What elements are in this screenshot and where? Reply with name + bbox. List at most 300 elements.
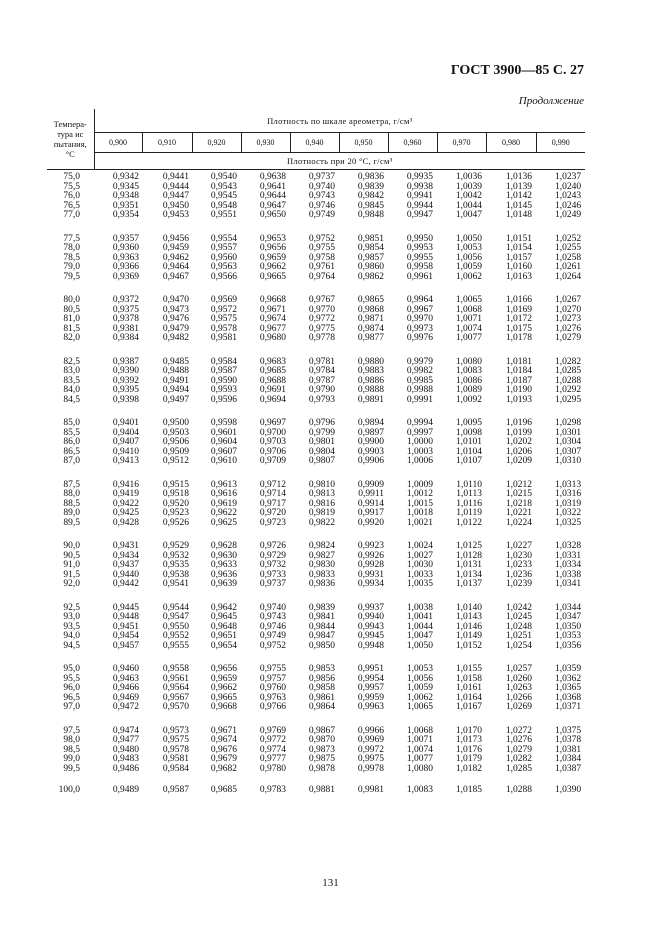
density-cell: 0,9685: [259, 366, 286, 376]
density-column-header: 0,970: [437, 133, 486, 153]
density-cell: 0,9714: [259, 489, 286, 499]
density-cell: 1,0239: [505, 579, 532, 589]
temperature-cell: 79,0: [63, 262, 80, 272]
temperature-cell: 82,5: [63, 356, 80, 367]
density-cell: 1,0304: [554, 437, 582, 447]
density-cell: 0,9958: [406, 262, 433, 272]
density-cell: 0,9485: [162, 356, 189, 367]
temperature-cell: 85,5: [63, 427, 80, 438]
density-cell: 0,9694: [259, 394, 286, 405]
density-cell: 1,0068: [406, 725, 433, 736]
density-cell: 0,9897: [357, 427, 384, 438]
density-cell: 0,9457: [112, 640, 139, 651]
density-cell: 0,9398: [112, 394, 139, 405]
density-cell: 0,9743: [308, 191, 335, 201]
density-cell: 1,0158: [455, 673, 482, 684]
density-cell: 0,9878: [308, 763, 335, 774]
density-cell: 1,0378: [554, 735, 582, 745]
density-cell: 0,9970: [406, 314, 433, 324]
density-cell: 0,9425: [112, 508, 139, 518]
density-cell: 0,9839: [357, 181, 384, 192]
temperature-cell: 88,0: [63, 489, 80, 499]
density-cell: 1,0107: [455, 456, 482, 466]
table-row: [47, 396, 585, 406]
density-cell: 0,9601: [210, 427, 237, 438]
density-cell: 1,0264: [554, 271, 582, 282]
density-cell: 1,0009: [406, 479, 433, 490]
density-cell: 0,9903: [357, 446, 384, 457]
density-cell: 0,9972: [357, 744, 384, 755]
density-cell: 0,9697: [259, 418, 286, 428]
density-cell: 1,0050: [455, 233, 482, 244]
density-cell: 0,9369: [112, 271, 139, 282]
temperature-cell: 86,5: [63, 446, 80, 457]
density-cell: 0,9512: [162, 456, 189, 466]
density-cell: 0,9357: [112, 233, 139, 244]
density-cell: 1,0252: [554, 233, 582, 244]
density-cell: 1,0224: [505, 517, 532, 528]
temperature-cell: 77,5: [63, 233, 80, 244]
table-body: [47, 170, 585, 796]
density-cell: 1,0098: [455, 427, 482, 438]
density-cell: 1,0319: [554, 498, 582, 509]
density-cell: 0,9988: [406, 385, 433, 395]
density-cell: 0,9752: [308, 233, 335, 244]
density-cell: 1,0128: [455, 550, 482, 561]
density-cell: 0,9473: [162, 304, 189, 315]
temperature-cell: 93,0: [63, 612, 80, 622]
temperature-cell: 91,0: [63, 560, 80, 570]
density-cell: 1,0301: [554, 427, 582, 438]
density-cell: 0,9955: [406, 252, 433, 263]
density-cell: 0,9392: [112, 375, 139, 386]
density-cell: 0,9351: [112, 200, 139, 211]
table-row: [47, 211, 585, 221]
density-cell: 0,9641: [259, 181, 286, 192]
density-cell: 0,9445: [112, 602, 139, 613]
temperature-cell: 95,0: [63, 664, 80, 674]
density-cell: 0,9419: [112, 489, 139, 499]
temp-header-line: Темпера-: [53, 119, 87, 129]
density-cell: 0,9479: [162, 323, 189, 334]
group-gap: [47, 590, 585, 604]
temperature-cell: 97,0: [63, 702, 80, 712]
density-cell: 1,0255: [554, 243, 582, 253]
document-header: ГОСТ 3900—85 С. 27: [450, 63, 584, 78]
density-cell: 0,9474: [112, 725, 139, 736]
density-cell: 1,0285: [554, 366, 582, 376]
density-cell: 1,0254: [505, 640, 532, 651]
density-cell: 0,9926: [357, 550, 384, 561]
density-cell: 1,0230: [505, 550, 532, 561]
density-cell: 0,9642: [210, 602, 237, 613]
density-cell: 1,0185: [455, 785, 482, 795]
density-cell: 1,0139: [505, 181, 532, 192]
density-cell: 0,9662: [210, 683, 237, 693]
density-cell: 0,9935: [406, 172, 433, 182]
density-cell: 0,9464: [162, 262, 189, 272]
density-cell: 0,9928: [357, 560, 384, 570]
density-cell: 0,9973: [406, 323, 433, 334]
density-cell: 0,9363: [112, 252, 139, 263]
density-cell: 0,9616: [210, 489, 237, 499]
density-cell: 1,0292: [554, 385, 582, 395]
temperature-cell: 90,0: [63, 541, 80, 551]
density-cell: 0,9914: [357, 498, 384, 509]
density-cell: 0,9488: [162, 366, 189, 376]
density-cell: 1,0251: [505, 631, 532, 641]
density-cell: 0,9607: [210, 446, 237, 457]
density-cell: 0,9581: [162, 754, 189, 764]
temperature-cell: 100,0: [58, 785, 80, 795]
density-cell: 0,9842: [357, 191, 384, 201]
density-cell: 1,0341: [554, 579, 582, 589]
density-cell: 0,9381: [112, 323, 139, 334]
density-cell: 0,9679: [210, 754, 237, 764]
temperature-cell: 83,0: [63, 366, 80, 376]
density-cell: 0,9850: [308, 640, 335, 651]
density-cell: 1,0263: [505, 683, 532, 693]
density-cell: 1,0071: [455, 314, 482, 324]
density-cell: 1,0257: [505, 664, 532, 674]
density-cell: 1,0149: [455, 631, 482, 641]
density-cell: 0,9676: [210, 744, 237, 755]
density-cell: 0,9813: [308, 489, 335, 499]
density-cell: 0,9950: [406, 233, 433, 244]
density-cell: 0,9683: [259, 356, 286, 367]
density-cell: 1,0178: [505, 333, 532, 343]
density-cell: 0,9853: [308, 664, 335, 674]
density-cell: 0,9509: [162, 446, 189, 457]
density-cell: 1,0387: [554, 763, 582, 774]
density-cell: 0,9348: [112, 191, 139, 201]
density-cell: 1,0000: [406, 437, 433, 447]
density-cell: 0,9491: [162, 375, 189, 386]
density-cell: 0,9845: [357, 200, 384, 211]
density-cell: 1,0173: [455, 735, 482, 745]
temperature-cell: 87,0: [63, 456, 80, 466]
density-cell: 0,9434: [112, 550, 139, 561]
density-cell: 0,9857: [357, 252, 384, 263]
continuation-label: Продолжение: [518, 95, 584, 107]
density-cell: 1,0344: [554, 602, 582, 613]
density-cell: 0,9777: [259, 754, 286, 764]
density-cell: 0,9822: [308, 517, 335, 528]
density-cell: 0,9769: [259, 725, 286, 736]
density-cell: 1,0068: [455, 304, 482, 315]
table-header: [47, 109, 585, 170]
temperature-cell: 80,0: [63, 295, 80, 305]
density-cell: 0,9864: [308, 702, 335, 712]
density-cell: 0,9994: [406, 418, 433, 428]
density-cell: 0,9709: [259, 456, 286, 466]
density-cell: 1,0184: [505, 366, 532, 376]
temperature-cell: 80,5: [63, 304, 80, 315]
density-cell: 0,9964: [406, 295, 433, 305]
density-cell: 1,0258: [554, 252, 582, 263]
density-cell: 1,0089: [455, 385, 482, 395]
density-cell: 0,9858: [308, 683, 335, 693]
density-cell: 1,0215: [505, 489, 532, 499]
density-cell: 0,9575: [210, 314, 237, 324]
density-cell: 0,9470: [162, 295, 189, 305]
density-cell: 0,9961: [406, 271, 433, 282]
density-column-header: 0,990: [536, 133, 585, 153]
density-cell: 1,0033: [406, 569, 433, 580]
density-cell: 1,0298: [554, 418, 582, 428]
density-cell: 0,9551: [210, 210, 237, 220]
density-cell: 0,9650: [259, 210, 286, 220]
density-cell: 1,0359: [554, 664, 582, 674]
density-cell: 0,9891: [357, 394, 384, 405]
density-cell: 1,0190: [505, 385, 532, 395]
density-at-20-header: Плотность при 20 °С, г/см³: [94, 153, 585, 170]
density-cell: 1,0237: [554, 172, 582, 182]
density-cell: 0,9587: [162, 785, 189, 795]
density-cell: 1,0307: [554, 446, 582, 457]
density-cell: 0,9407: [112, 437, 139, 447]
density-cell: 0,9796: [308, 418, 335, 428]
density-cell: 0,9874: [357, 323, 384, 334]
density-cell: 1,0071: [406, 735, 433, 745]
density-cell: 0,9413: [112, 456, 139, 466]
density-cell: 0,9827: [308, 550, 335, 561]
density-cell: 0,9888: [357, 385, 384, 395]
density-cell: 0,9677: [259, 323, 286, 334]
density-cell: 1,0092: [455, 394, 482, 405]
density-cell: 0,9560: [210, 252, 237, 263]
temp-header-line: тура ис: [57, 129, 84, 139]
density-cell: 0,9584: [162, 763, 189, 774]
density-cell: 1,0248: [505, 621, 532, 632]
temperature-cell: 78,5: [63, 252, 80, 263]
density-cell: 0,9448: [112, 612, 139, 622]
density-cell: 0,9567: [162, 692, 189, 703]
density-cell: 0,9538: [162, 569, 189, 580]
density-cell: 0,9469: [112, 692, 139, 703]
density-cell: 0,9570: [162, 702, 189, 712]
density-cell: 1,0322: [554, 508, 582, 518]
density-cell: 0,9671: [210, 725, 237, 736]
density-column-header: 0,960: [388, 133, 437, 153]
density-cell: 0,9535: [162, 560, 189, 570]
temp-header-line: пытания,: [53, 139, 87, 149]
density-cell: 1,0273: [554, 314, 582, 324]
density-cell: 0,9953: [406, 243, 433, 253]
density-cell: 0,9372: [112, 295, 139, 305]
density-cell: 0,9737: [308, 172, 335, 182]
density-cell: 1,0024: [406, 541, 433, 551]
density-cell: 0,9390: [112, 366, 139, 376]
density-cell: 0,9668: [210, 702, 237, 712]
density-cell: 0,9442: [112, 579, 139, 589]
density-cell: 1,0059: [455, 262, 482, 272]
density-cell: 0,9780: [259, 763, 286, 774]
density-cell: 1,0062: [406, 692, 433, 703]
density-cell: 1,0077: [455, 333, 482, 343]
group-gap: [47, 405, 585, 419]
density-cell: 0,9596: [210, 394, 237, 405]
density-cell: 1,0187: [505, 375, 532, 386]
density-cell: 0,9801: [308, 437, 335, 447]
density-cell: 1,0131: [455, 560, 482, 570]
temperature-cell: 92,5: [63, 602, 80, 613]
density-cell: 0,9726: [259, 541, 286, 551]
density-cell: 1,0242: [505, 602, 532, 613]
density-cell: 1,0381: [554, 744, 582, 755]
density-cell: 0,9547: [162, 612, 189, 622]
density-cell: 1,0390: [554, 785, 582, 795]
density-cell: 0,9959: [357, 692, 384, 703]
density-cell: 0,9894: [357, 418, 384, 428]
density-cell: 0,9497: [162, 394, 189, 405]
temperature-cell: 79,5: [63, 271, 80, 282]
density-cell: 0,9550: [162, 621, 189, 632]
density-cell: 0,9839: [308, 602, 335, 613]
temperature-cell: 96,5: [63, 692, 80, 703]
density-cell: 0,9645: [210, 612, 237, 622]
density-cell: 0,9923: [357, 541, 384, 551]
density-cell: 1,0181: [505, 356, 532, 367]
density-cell: 1,0334: [554, 560, 582, 570]
density-cell: 1,0160: [505, 262, 532, 272]
density-cell: 0,9581: [210, 333, 237, 343]
density-cell: 1,0080: [406, 763, 433, 774]
density-cell: 1,0331: [554, 550, 582, 561]
density-cell: 1,0347: [554, 612, 582, 622]
density-cell: 1,0136: [505, 172, 532, 182]
density-cell: 1,0202: [505, 437, 532, 447]
density-cell: 0,9900: [357, 437, 384, 447]
density-cell: 1,0236: [505, 569, 532, 580]
density-cell: 0,9656: [259, 243, 286, 253]
density-cell: 1,0125: [455, 541, 482, 551]
density-cell: 1,0221: [505, 508, 532, 518]
density-cell: 1,0110: [456, 479, 482, 490]
density-column-header: 0,950: [339, 133, 388, 153]
density-cell: 0,9500: [162, 418, 189, 428]
table-row: [47, 642, 585, 652]
density-cell: 0,9943: [357, 621, 384, 632]
density-cell: 0,9659: [210, 673, 237, 684]
density-cell: 0,9743: [259, 612, 286, 622]
density-cell: 0,9948: [357, 640, 384, 651]
density-cell: 1,0035: [406, 579, 433, 589]
density-cell: 0,9644: [259, 191, 286, 201]
density-cell: 0,9651: [210, 631, 237, 641]
density-cell: 1,0176: [455, 744, 482, 755]
density-cell: 1,0083: [455, 366, 482, 376]
density-cell: 0,9593: [210, 385, 237, 395]
temperature-cell: 94,0: [63, 631, 80, 641]
density-cell: 1,0161: [455, 683, 482, 693]
density-cell: 0,9760: [259, 683, 286, 693]
density-cell: 1,0074: [406, 744, 433, 755]
density-cell: 1,0080: [455, 356, 482, 367]
density-cell: 0,9746: [308, 200, 335, 211]
density-cell: 0,9460: [112, 664, 139, 674]
table-row: [47, 519, 585, 529]
density-cell: 1,0365: [554, 683, 582, 693]
density-cell: 1,0166: [505, 295, 532, 305]
density-cell: 0,9931: [357, 569, 384, 580]
density-cell: 1,0172: [505, 314, 532, 324]
density-cell: 0,9712: [259, 479, 286, 490]
density-cell: 0,9740: [308, 181, 335, 192]
density-cell: 1,0154: [505, 243, 532, 253]
density-cell: 1,0104: [455, 446, 482, 457]
density-cell: 0,9938: [406, 181, 433, 192]
density-cell: 0,9444: [162, 181, 189, 192]
density-cell: 0,9482: [162, 333, 189, 343]
density-cell: 0,9378: [112, 314, 139, 324]
density-cell: 0,9619: [210, 498, 237, 509]
density-cell: 1,0113: [456, 489, 482, 499]
temperature-cell: 84,0: [63, 385, 80, 395]
density-cell: 0,9610: [210, 456, 237, 466]
density-cell: 0,9545: [210, 191, 237, 201]
temperature-cell: 96,0: [63, 683, 80, 693]
density-cell: 0,9862: [357, 271, 384, 282]
density-cell: 0,9342: [112, 172, 139, 182]
density-cell: 0,9781: [308, 356, 335, 367]
density-cell: 0,9563: [210, 262, 237, 272]
density-cell: 0,9625: [210, 517, 237, 528]
density-cell: 0,9685: [210, 785, 237, 795]
temperature-cell: 88,5: [63, 498, 80, 509]
density-cell: 0,9572: [210, 304, 237, 315]
density-cell: 0,9450: [162, 200, 189, 211]
density-cell: 1,0350: [554, 621, 582, 632]
density-cell: 0,9700: [259, 427, 286, 438]
density-cell: 1,0157: [505, 252, 532, 263]
density-cell: 0,9940: [357, 612, 384, 622]
density-cell: 0,9963: [357, 702, 384, 712]
density-cell: 1,0083: [406, 785, 433, 795]
density-cell: 0,9598: [210, 418, 237, 428]
density-cell: 0,9416: [112, 479, 139, 490]
density-cell: 0,9841: [308, 612, 335, 622]
density-cell: 0,9774: [259, 744, 286, 755]
density-cell: 1,0209: [505, 456, 532, 466]
density-cell: 0,9557: [210, 243, 237, 253]
density-cell: 0,9366: [112, 262, 139, 272]
density-cell: 0,9387: [112, 356, 139, 367]
density-cell: 0,9653: [259, 233, 286, 244]
density-cell: 1,0375: [554, 725, 582, 736]
group-gap: [47, 528, 585, 542]
density-cell: 0,9451: [112, 621, 139, 632]
density-cell: 1,0282: [505, 754, 532, 764]
density-cell: 1,0384: [554, 754, 582, 764]
density-cell: 0,9462: [162, 252, 189, 263]
temperature-cell: 76,5: [63, 200, 80, 211]
density-cell: 0,9909: [357, 479, 384, 490]
density-cell: 0,9819: [308, 508, 335, 518]
temperature-cell: 75,5: [63, 181, 80, 192]
density-cell: 0,9395: [112, 385, 139, 395]
density-cell: 0,9775: [308, 323, 335, 334]
density-cell: 0,9680: [259, 333, 286, 343]
density-cell: 0,9755: [259, 664, 286, 674]
density-cell: 1,0175: [505, 323, 532, 334]
density-cell: 0,9763: [259, 692, 286, 703]
density-cell: 0,9868: [357, 304, 384, 315]
density-column-header: 0,910: [142, 133, 192, 153]
density-cell: 0,9787: [308, 375, 335, 386]
density-cell: 0,9463: [112, 673, 139, 684]
density-cell: 1,0151: [505, 233, 532, 244]
